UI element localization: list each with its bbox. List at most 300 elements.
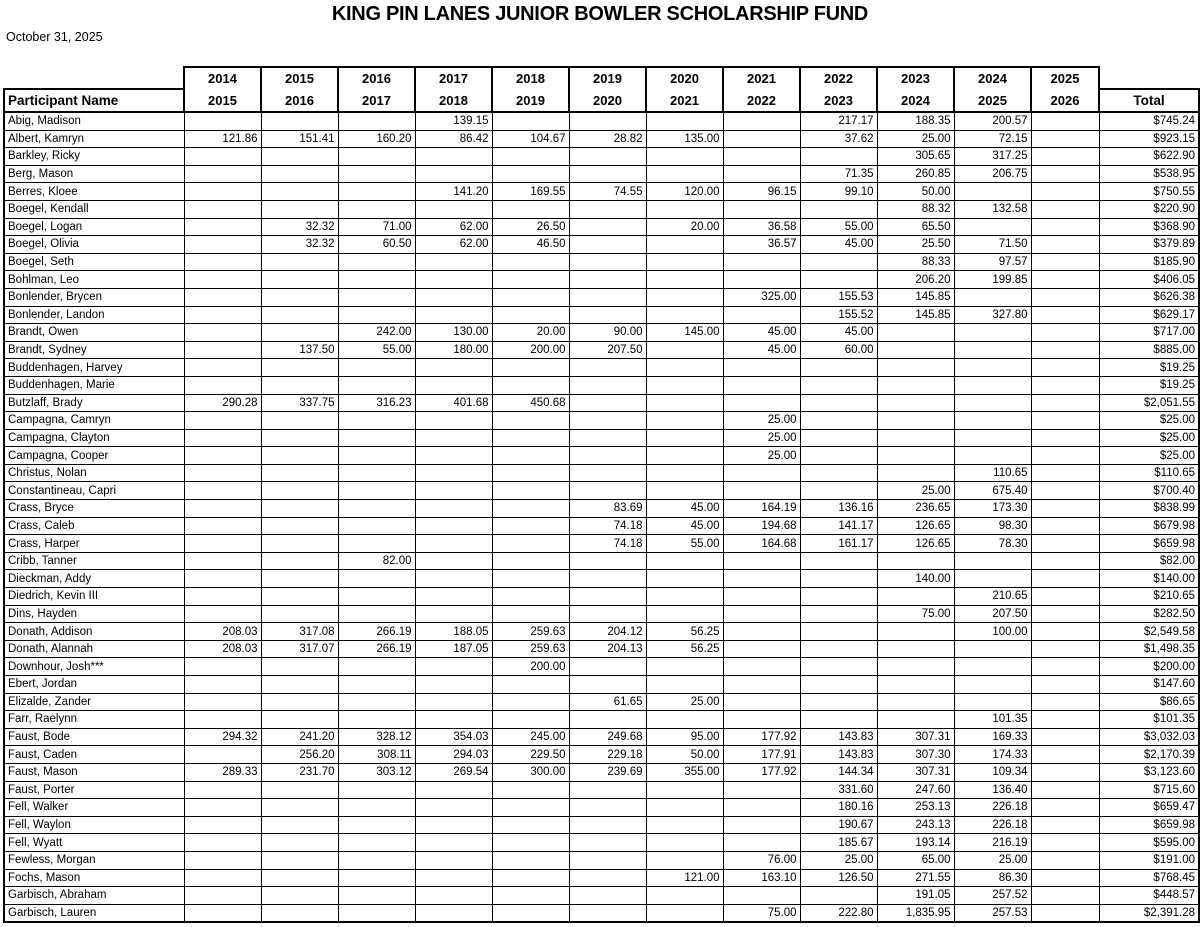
year-value-cell: 55.00 [338, 341, 415, 359]
table-row [4, 799, 1199, 817]
year-value-cell [1031, 834, 1099, 852]
year-value-cell [877, 693, 954, 711]
year-value-cell [184, 746, 261, 764]
year-value-cell [800, 359, 877, 377]
year-value-cell [184, 412, 261, 430]
year-value-cell [723, 623, 800, 641]
year-value-cell: 36.58 [723, 218, 800, 236]
year-value-cell [1031, 324, 1099, 342]
table-row [4, 148, 1199, 166]
year-value-cell [646, 200, 723, 218]
year-value-cell [569, 887, 646, 905]
year-value-cell: 36.57 [723, 236, 800, 254]
year-value-cell [877, 394, 954, 412]
year-value-cell: 82.00 [338, 552, 415, 570]
year-value-cell [800, 376, 877, 394]
year-value-cell [954, 183, 1031, 201]
year-value-cell: 200.57 [954, 112, 1031, 130]
table-row [4, 658, 1199, 676]
year-value-cell [1031, 218, 1099, 236]
year-value-cell [723, 605, 800, 623]
year-value-cell [415, 904, 492, 922]
year-value-cell [1031, 728, 1099, 746]
header-spacer [1099, 67, 1199, 89]
total-cell: $2,391.28 [1099, 904, 1199, 922]
participant-name-cell: Fell, Walker [4, 799, 184, 817]
year-value-cell: 243.13 [877, 816, 954, 834]
year-value-cell: 675.40 [954, 482, 1031, 500]
total-cell: $282.50 [1099, 605, 1199, 623]
year-value-cell [569, 200, 646, 218]
table-row [4, 535, 1199, 553]
year-value-cell: 100.00 [954, 623, 1031, 641]
year-value-cell [569, 165, 646, 183]
participant-name-cell: Bohlman, Leo [4, 271, 184, 289]
year-value-cell [646, 271, 723, 289]
total-cell: $147.60 [1099, 676, 1199, 694]
year-value-cell [800, 148, 877, 166]
year-value-cell [569, 834, 646, 852]
year-value-cell [954, 359, 1031, 377]
year-value-cell: 62.00 [415, 236, 492, 254]
year-value-cell: 60.50 [338, 236, 415, 254]
year-value-cell: 355.00 [646, 763, 723, 781]
participant-name-cell: Buddenhagen, Harvey [4, 359, 184, 377]
year-value-cell: 99.10 [800, 183, 877, 201]
year-header-top: 2025 [1031, 67, 1099, 89]
year-value-cell: 86.42 [415, 130, 492, 148]
year-value-cell [723, 570, 800, 588]
year-value-cell [261, 200, 338, 218]
year-value-cell [723, 482, 800, 500]
year-value-cell: 226.18 [954, 816, 1031, 834]
year-value-cell [1031, 464, 1099, 482]
year-value-cell: 65.50 [877, 218, 954, 236]
total-cell: $715.60 [1099, 781, 1199, 799]
year-value-cell [646, 253, 723, 271]
participant-name-cell: Campagna, Camryn [4, 412, 184, 430]
year-value-cell [184, 605, 261, 623]
participant-name-cell: Boegel, Olivia [4, 236, 184, 254]
year-value-cell [338, 359, 415, 377]
year-value-cell [261, 482, 338, 500]
year-value-cell: 450.68 [492, 394, 569, 412]
year-value-cell: 74.18 [569, 535, 646, 553]
year-value-cell: 55.00 [646, 535, 723, 553]
year-value-cell [338, 781, 415, 799]
year-value-cell: 305.65 [877, 148, 954, 166]
participant-name-header: Participant Name [4, 89, 184, 112]
year-value-cell [569, 711, 646, 729]
year-value-cell [646, 359, 723, 377]
year-value-cell [877, 412, 954, 430]
year-value-cell [877, 623, 954, 641]
year-value-cell: 45.00 [646, 517, 723, 535]
year-value-cell: 26.50 [492, 218, 569, 236]
participant-name-cell: Faust, Porter [4, 781, 184, 799]
table-row [4, 816, 1199, 834]
year-value-cell: 25.00 [646, 693, 723, 711]
year-value-cell [646, 711, 723, 729]
participant-name-cell: Abig, Madison [4, 112, 184, 130]
year-value-cell [1031, 183, 1099, 201]
year-value-cell [261, 552, 338, 570]
year-value-cell [415, 253, 492, 271]
year-value-cell: 188.35 [877, 112, 954, 130]
participant-name-cell: Albert, Kamryn [4, 130, 184, 148]
year-value-cell: 327.80 [954, 306, 1031, 324]
participant-name-cell: Dieckman, Addy [4, 570, 184, 588]
year-value-cell [492, 148, 569, 166]
year-value-cell [338, 253, 415, 271]
year-value-cell [569, 148, 646, 166]
year-value-cell [184, 570, 261, 588]
table-body [4, 112, 1199, 922]
year-value-cell [723, 588, 800, 606]
year-value-cell [646, 394, 723, 412]
total-cell: $700.40 [1099, 482, 1199, 500]
year-value-cell [184, 148, 261, 166]
year-value-cell [800, 253, 877, 271]
year-value-cell [1031, 799, 1099, 817]
year-value-cell [261, 658, 338, 676]
year-value-cell: 200.00 [492, 658, 569, 676]
year-value-cell [800, 394, 877, 412]
year-value-cell [492, 535, 569, 553]
year-value-cell: 177.92 [723, 728, 800, 746]
year-value-cell: 56.25 [646, 640, 723, 658]
year-value-cell: 25.00 [877, 482, 954, 500]
year-value-cell: 208.03 [184, 640, 261, 658]
table-row [4, 253, 1199, 271]
year-value-cell [338, 429, 415, 447]
year-value-cell [184, 500, 261, 518]
year-value-cell: 208.03 [184, 623, 261, 641]
year-value-cell [646, 658, 723, 676]
year-value-cell [338, 834, 415, 852]
year-value-cell [723, 359, 800, 377]
year-value-cell: 20.00 [646, 218, 723, 236]
year-value-cell [569, 482, 646, 500]
year-value-cell [1031, 429, 1099, 447]
year-value-cell: 135.00 [646, 130, 723, 148]
year-value-cell: 190.67 [800, 816, 877, 834]
total-cell: $200.00 [1099, 658, 1199, 676]
year-value-cell: 45.00 [646, 500, 723, 518]
year-value-cell [723, 165, 800, 183]
year-value-cell [1031, 376, 1099, 394]
year-value-cell [569, 412, 646, 430]
year-value-cell [954, 394, 1031, 412]
year-value-cell [415, 869, 492, 887]
total-cell: $885.00 [1099, 341, 1199, 359]
year-value-cell: 140.00 [877, 570, 954, 588]
year-value-cell [261, 799, 338, 817]
year-value-cell [184, 165, 261, 183]
year-value-cell: 25.50 [877, 236, 954, 254]
year-value-cell: 354.03 [415, 728, 492, 746]
year-value-cell: 316.23 [338, 394, 415, 412]
year-value-cell [415, 306, 492, 324]
table-row [4, 640, 1199, 658]
year-value-cell: 155.53 [800, 288, 877, 306]
year-value-cell [646, 781, 723, 799]
year-value-cell [800, 271, 877, 289]
year-value-cell [954, 447, 1031, 465]
year-value-cell [877, 658, 954, 676]
year-value-cell: 95.00 [646, 728, 723, 746]
year-value-cell [338, 288, 415, 306]
year-value-cell: 249.68 [569, 728, 646, 746]
year-value-cell [646, 341, 723, 359]
year-value-cell [184, 253, 261, 271]
year-value-cell [1031, 236, 1099, 254]
year-value-cell [261, 112, 338, 130]
year-value-cell: 101.35 [954, 711, 1031, 729]
year-value-cell [492, 552, 569, 570]
table-header [4, 67, 1199, 112]
year-header-bottom: 2024 [877, 89, 954, 112]
year-value-cell [800, 412, 877, 430]
year-header-bottom: 2016 [261, 89, 338, 112]
total-cell: $140.00 [1099, 570, 1199, 588]
year-value-cell [261, 253, 338, 271]
year-value-cell: 177.92 [723, 763, 800, 781]
total-cell: $25.00 [1099, 412, 1199, 430]
year-value-cell: 71.50 [954, 236, 1031, 254]
year-value-cell [800, 552, 877, 570]
year-value-cell: 25.00 [877, 130, 954, 148]
year-value-cell: 45.00 [723, 341, 800, 359]
table-row [4, 218, 1199, 236]
year-value-cell [1031, 887, 1099, 905]
year-value-cell [184, 376, 261, 394]
year-value-cell [184, 834, 261, 852]
total-cell: $25.00 [1099, 429, 1199, 447]
table-row [4, 183, 1199, 201]
year-value-cell: 121.86 [184, 130, 261, 148]
year-value-cell [492, 517, 569, 535]
year-value-cell [338, 570, 415, 588]
year-value-cell [261, 464, 338, 482]
year-value-cell [338, 376, 415, 394]
year-value-cell: 60.00 [800, 341, 877, 359]
year-value-cell [492, 605, 569, 623]
year-value-cell: 180.00 [415, 341, 492, 359]
year-value-cell [1031, 640, 1099, 658]
year-value-cell [569, 588, 646, 606]
year-value-cell: 300.00 [492, 763, 569, 781]
year-value-cell [492, 482, 569, 500]
year-value-cell [261, 500, 338, 518]
year-value-cell [646, 605, 723, 623]
year-value-cell [646, 112, 723, 130]
year-value-cell [723, 200, 800, 218]
year-value-cell: 65.00 [877, 851, 954, 869]
year-value-cell: 241.20 [261, 728, 338, 746]
year-value-cell: 130.00 [415, 324, 492, 342]
year-value-cell [338, 887, 415, 905]
year-value-cell [338, 412, 415, 430]
year-value-cell [1031, 288, 1099, 306]
total-cell: $406.05 [1099, 271, 1199, 289]
year-value-cell [877, 341, 954, 359]
page-title: KING PIN LANES JUNIOR BOWLER SCHOLARSHIP FUND [331, 3, 869, 25]
total-cell: $717.00 [1099, 324, 1199, 342]
header-spacer [4, 67, 184, 89]
year-value-cell [954, 341, 1031, 359]
year-value-cell: 155.52 [800, 306, 877, 324]
year-header-bottom: 2015 [184, 89, 261, 112]
year-value-cell: 307.31 [877, 763, 954, 781]
table-row [4, 376, 1199, 394]
year-value-cell: 177.91 [723, 746, 800, 764]
year-value-cell [954, 376, 1031, 394]
year-value-cell [415, 500, 492, 518]
year-header-top: 2020 [646, 67, 723, 89]
year-value-cell: 169.55 [492, 183, 569, 201]
participant-name-cell: Bonlender, Landon [4, 306, 184, 324]
year-value-cell [492, 693, 569, 711]
year-value-cell [1031, 500, 1099, 518]
year-value-cell [569, 676, 646, 694]
year-header-row-bottom [4, 89, 1199, 112]
year-value-cell [415, 834, 492, 852]
year-value-cell [1031, 412, 1099, 430]
year-value-cell [338, 517, 415, 535]
year-value-cell: 25.00 [723, 429, 800, 447]
year-value-cell: 193.14 [877, 834, 954, 852]
year-value-cell [261, 359, 338, 377]
year-value-cell: 37.62 [800, 130, 877, 148]
year-value-cell [1031, 306, 1099, 324]
year-value-cell [1031, 693, 1099, 711]
year-header-bottom: 2022 [723, 89, 800, 112]
year-value-cell [415, 605, 492, 623]
year-value-cell: 210.65 [954, 588, 1031, 606]
year-value-cell: 75.00 [723, 904, 800, 922]
year-header-row-top [4, 67, 1199, 89]
year-value-cell [338, 447, 415, 465]
year-value-cell [184, 552, 261, 570]
year-value-cell: 98.30 [954, 517, 1031, 535]
year-value-cell [723, 658, 800, 676]
year-value-cell [1031, 200, 1099, 218]
year-value-cell [415, 165, 492, 183]
year-value-cell: 32.32 [261, 218, 338, 236]
year-value-cell: 229.50 [492, 746, 569, 764]
year-value-cell [569, 781, 646, 799]
year-value-cell [261, 148, 338, 166]
year-value-cell [338, 799, 415, 817]
year-value-cell: 207.50 [569, 341, 646, 359]
year-value-cell [800, 200, 877, 218]
year-value-cell [723, 394, 800, 412]
year-value-cell [1031, 535, 1099, 553]
year-value-cell [338, 904, 415, 922]
year-value-cell [723, 271, 800, 289]
year-value-cell [184, 799, 261, 817]
year-value-cell [261, 183, 338, 201]
year-value-cell [1031, 517, 1099, 535]
year-value-cell [1031, 711, 1099, 729]
participant-name-cell: Fell, Wyatt [4, 834, 184, 852]
year-value-cell: 55.00 [800, 218, 877, 236]
total-cell: $86.65 [1099, 693, 1199, 711]
year-value-cell [569, 447, 646, 465]
table-row [4, 570, 1199, 588]
year-value-cell [646, 482, 723, 500]
year-value-cell: 50.00 [646, 746, 723, 764]
year-value-cell: 256.20 [261, 746, 338, 764]
year-value-cell: 25.00 [800, 851, 877, 869]
year-value-cell [492, 851, 569, 869]
year-value-cell [1031, 605, 1099, 623]
year-value-cell [646, 236, 723, 254]
year-value-cell [800, 711, 877, 729]
year-value-cell [877, 447, 954, 465]
participant-name-cell: Boegel, Kendall [4, 200, 184, 218]
year-value-cell [1031, 851, 1099, 869]
year-value-cell: 164.19 [723, 500, 800, 518]
year-value-cell: 257.53 [954, 904, 1031, 922]
year-value-cell [261, 306, 338, 324]
table-row [4, 482, 1199, 500]
year-value-cell: 96.15 [723, 183, 800, 201]
year-value-cell: 104.67 [492, 130, 569, 148]
year-value-cell [800, 570, 877, 588]
table-row [4, 324, 1199, 342]
year-value-cell [415, 851, 492, 869]
year-value-cell [1031, 623, 1099, 641]
year-value-cell: 325.00 [723, 288, 800, 306]
year-value-cell [800, 693, 877, 711]
year-value-cell [492, 711, 569, 729]
participant-name-cell: Diedrich, Kevin III [4, 588, 184, 606]
year-value-cell [415, 711, 492, 729]
year-value-cell: 139.15 [415, 112, 492, 130]
year-value-cell: 271.55 [877, 869, 954, 887]
year-value-cell [492, 412, 569, 430]
year-value-cell: 266.19 [338, 640, 415, 658]
year-value-cell: 28.82 [569, 130, 646, 148]
year-value-cell: 161.17 [800, 535, 877, 553]
year-value-cell [184, 447, 261, 465]
year-value-cell [261, 816, 338, 834]
year-value-cell [800, 429, 877, 447]
year-value-cell [1031, 588, 1099, 606]
year-value-cell [415, 658, 492, 676]
year-value-cell [492, 306, 569, 324]
year-value-cell [184, 658, 261, 676]
total-cell: $626.38 [1099, 288, 1199, 306]
year-value-cell [877, 429, 954, 447]
year-value-cell: 328.12 [338, 728, 415, 746]
table-row [4, 588, 1199, 606]
year-value-cell [877, 711, 954, 729]
table-row [4, 200, 1199, 218]
participant-name-cell: Butzlaff, Brady [4, 394, 184, 412]
year-value-cell [184, 869, 261, 887]
table-row [4, 112, 1199, 130]
participant-name-cell: Ebert, Jordan [4, 676, 184, 694]
year-value-cell [184, 200, 261, 218]
year-value-cell [569, 253, 646, 271]
year-value-cell: 260.85 [877, 165, 954, 183]
year-value-cell [184, 887, 261, 905]
year-value-cell: 173.30 [954, 500, 1031, 518]
year-value-cell [415, 676, 492, 694]
